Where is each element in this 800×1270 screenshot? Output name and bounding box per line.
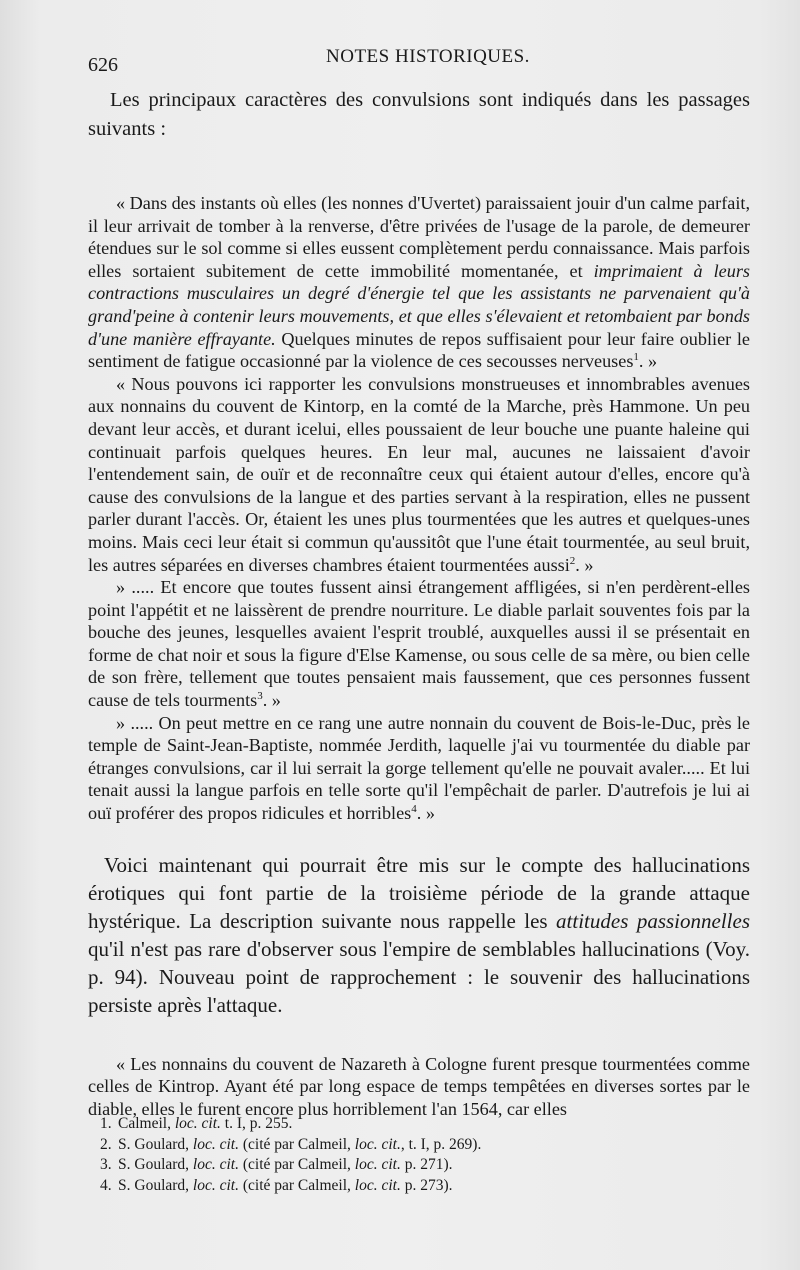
page-body <box>88 86 750 1120</box>
paragraph-hallucinations-part-a: Voici maintenant qui pourrait être mis sur le compte des hallucinations érotiques qui font partie de la troisième période de la grande attaque hystérique. La description suivante nous rappelle les <box>88 852 750 933</box>
footnote-text: S. Goulard, <box>118 1135 193 1153</box>
quote-uvertet-italic: imprimaient à leurs contractions musculaires un degré d'énergie tel que les assistants ne parvenaient qu'à grand'peine à contenir leurs mouvements, et que elles s'élevaient et retombaient par bonds d'une manière effrayante. <box>88 260 750 349</box>
quote-appetit <box>88 576 750 712</box>
footnote-1 <box>100 1114 700 1135</box>
quote-uvertet-end: . » <box>638 351 658 372</box>
footnote-text: (cité par Calmeil, <box>238 1156 355 1173</box>
footnote-ref-2[interactable]: 2 <box>569 554 576 567</box>
paragraph-hallucinations-part-b: qu'il n'est pas rare d'observer sous l'empire de semblables hallucinations (Voy. p. 94). Nouveau point de rapprochement : le souvenir des hallucinations persiste après l'attaque. <box>88 936 750 1017</box>
footnote-text: p. 273). <box>400 1176 453 1194</box>
quote-appetit-text: » ..... Et encore que toutes fussent ainsi étrangement affligées, si n'en perdèrent-elles point l'appétit et ne laissèrent de prendre nourriture. Le diable parlait souventes fois par la bouche des jeunes, lesquelles avaient l'esprit troublé, auxquelles aussi il se présentait en forme de chat noir et sous la figure d'Else Kamense, ou sous celle de sa mère, ou bien celle de son frère, tellement que toutes pensaient mais faussement, que ces personnes fussent cause de tels tourments <box>88 577 750 711</box>
footnotes <box>100 1114 700 1196</box>
footnote-ref-4[interactable]: 4 <box>411 802 417 815</box>
footnote-text: S. Goulard, <box>118 1156 193 1173</box>
paragraph-hallucinations-italic: attitudes passionnelles <box>556 908 751 933</box>
paragraph-hallucinations <box>88 851 750 1019</box>
footnote-text: (cité par Calmeil, <box>238 1176 355 1194</box>
footnote-ref-1[interactable]: 1 <box>633 351 639 364</box>
footnote-number: 4. <box>100 1176 112 1194</box>
quote-uvertet <box>88 192 750 373</box>
footnote-italic: loc. cit. <box>354 1135 401 1153</box>
footnote-number: 1. <box>100 1115 112 1132</box>
page-number: 626 <box>88 54 118 76</box>
intro-paragraph: Les principaux caractères des convulsions sont indiqués dans les passages suivants : <box>88 89 750 140</box>
footnote-number: 3. <box>100 1156 112 1173</box>
quote-kintorp <box>88 373 750 576</box>
footnote-italic: loc. cit. <box>354 1156 401 1173</box>
footnote-text: t. I, p. 255. <box>220 1115 293 1132</box>
footnote-text: p. 271). <box>400 1156 453 1173</box>
quote-nazareth: « Les nonnains du couvent de Nazareth à Cologne furent presque tourmentées comme celles de Kintrop. Ayant été par long espace de temps tempêtées en diverses sortes par le diable, elles le furent encore plus horriblement l'an 1564, car elles <box>88 1053 750 1119</box>
footnote-italic: loc. cit. <box>354 1176 401 1194</box>
quote-bois-le-duc <box>88 712 750 825</box>
footnote-italic: loc. cit. <box>174 1115 221 1132</box>
quote-uvertet-part-b: Quelques minutes de repos suffisaient pour leur faire oublier le sentiment de fatigue occasionné par la violence de ces secousses nerveuses <box>88 328 750 372</box>
footnote-italic: loc. cit. <box>192 1156 239 1173</box>
footnote-text: Calmeil, <box>118 1115 175 1132</box>
footnote-italic: loc. cit. <box>192 1176 239 1194</box>
footnote-text: (cité par Calmeil, <box>238 1135 355 1153</box>
footnote-3 <box>100 1155 700 1176</box>
quote-bois-le-duc-text: » ..... On peut mettre en ce rang une autre nonnain du couvent de Bois-le-Duc, près le temple de Saint-Jean-Baptiste, nommée Jerdith, laquelle j'ai vu tourmentée du diable par étranges convulsions, car il lui serrait la gorge tellement qu'elle ne pouvait avaler..... Et lui tenait aussi la langue parfois en telle sorte qu'il l'empêchait de parler. D'autrefois je lui ai ouï proférer des propos ridicules et horribles <box>88 712 750 824</box>
footnote-4 <box>100 1176 700 1197</box>
page-header <box>88 46 748 76</box>
quote-kintorp-end: . » <box>575 554 594 575</box>
quote-bois-le-duc-end: . » <box>416 803 435 824</box>
footnote-number: 2. <box>100 1135 112 1153</box>
quote-kintorp-text: « Nous pouvons ici rapporter les convulsions monstrueuses et innombrables avenues aux nonnains du couvent de Kintorp, en la comté de la Marche, près Hammone. Un peu devant leur accès, et durant icelui, elles poussaient de leur bouche une puante haleine qui continuait parfois quelques heures. En leur mal, aucunes ne laissaient d'avoir l'entendement sain, de ouïr et de reconnaître ceux qui étaient autour d'elles, encore qu'à cause des convulsions de la langue et des parties servant à la respiration, elles ne pussent parler durant l'accès. Or, étaient les unes plus tourmentées que les autres et quelques-unes moins. Mais ceci leur était si commun qu'aussitôt que l'une était tourmentée, au seul bruit, les autres séparées en diverses chambres étaient tourmentées aussi <box>88 373 750 575</box>
quote-uvertet-part-a: « Dans des instants où elles (les nonnes d'Uvertet) paraissaient jouir d'un calme parfait, il leur arrivait de tomber à la renverse, d'être privées de l'usage de la parole, de demeurer étendues sur le sol comme si elles eussent complètement perdu connaissance. Mais parfois elles sortaient subitement de cette immobilité momentanée, et <box>88 193 750 281</box>
quote-appetit-end: . » <box>262 690 281 711</box>
footnote-ref-3[interactable]: 3 <box>257 690 263 702</box>
footnote-text: S. Goulard, <box>118 1176 193 1194</box>
footnote-text: , t. I, p. 269). <box>400 1135 482 1153</box>
footnote-2 <box>100 1135 700 1156</box>
running-head: NOTES HISTORIQUES. <box>326 46 530 67</box>
footnote-italic: loc. cit. <box>192 1135 239 1153</box>
